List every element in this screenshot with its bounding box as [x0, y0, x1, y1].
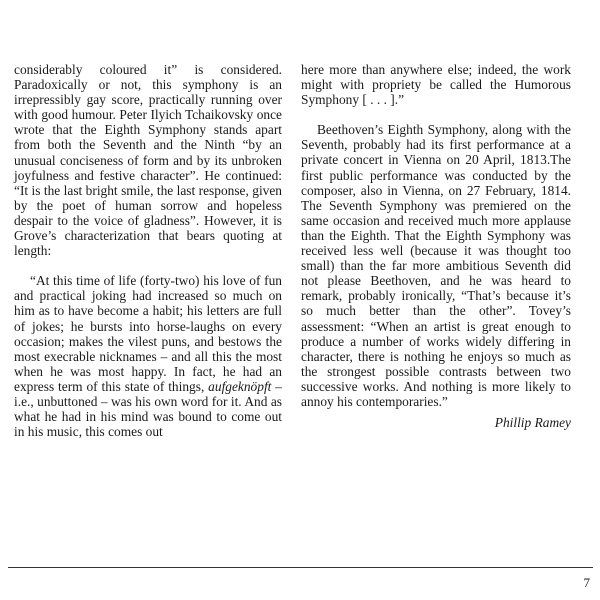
right-column: [301, 62, 571, 430]
paragraph-premiere-history: Beethoven’s Eighth Symphony, along with the Seventh, probably had its first performance at a private concert in Vienna on 20 April, 1813.The first public performance was conducted by the composer, also in Vienna, on 27 February, 1814. The Seventh Symphony was premiered on the same occasion and received much more applause than the Eighth. That the Eighth Symphony was received less well (because it was thought too small) than the far more ambitious Seventh did not please Beethoven, and he was heard to remark, probably ironically, “That’s because it’s so much better than the other”. Tovey’s assessment: “When an artist is great enough to produce a number of works widely differing in character, there is nothing he enjoys so much as the strongest possible contrasts between two successive works. And nothing is more likely to annoy his contemporaries.”: [301, 122, 571, 409]
footer-divider: [8, 567, 593, 568]
paragraph-quote-ending: here more than anywhere else; indeed, the work might with propriety be called the Humorous Symphony [ . . . ].”: [301, 62, 571, 108]
page-number: 7: [583, 575, 590, 590]
author-signature: Phillip Ramey: [494, 415, 571, 431]
grove-quote-italic-term: aufgeknöpft: [208, 378, 272, 394]
grove-quote-text-continued: – i.e., unbuttoned – was his own word for it. And as what he had in his mind was bound to come out in his music, this comes out: [14, 378, 282, 440]
paragraph-symphony-character: considerably coloured it” is considered. Paradoxically or not, this symphony is an irrepressibly gay score, practically running over with good humour. Peter Ilyich Tchaikovsky once wrote that the Eighth Symphony stands apart from both the Seventh and the Ninth “by an unusual conciseness of form and by its unbroken joyfulness and festive character”. He continued: “It is the last bright smile, the last response, given by the poet of human sorrow and hopeless despair to the voice of gladness”. However, it is Grove’s characterization that bears quoting at length:: [14, 62, 282, 259]
paragraph-grove-quote: [14, 273, 282, 439]
grove-quote-text: “At this time of life (forty-two) his love of fun and practical joking had increased so much on him as to have become a habit; his letters are full of jokes; he bursts into horse-laughs on every occasion; makes the vilest puns, and bestows the most execrable nicknames – and all this the most when he was most happy. In fact, he had an express term of this state of things,: [14, 273, 282, 394]
left-column: [14, 62, 282, 439]
